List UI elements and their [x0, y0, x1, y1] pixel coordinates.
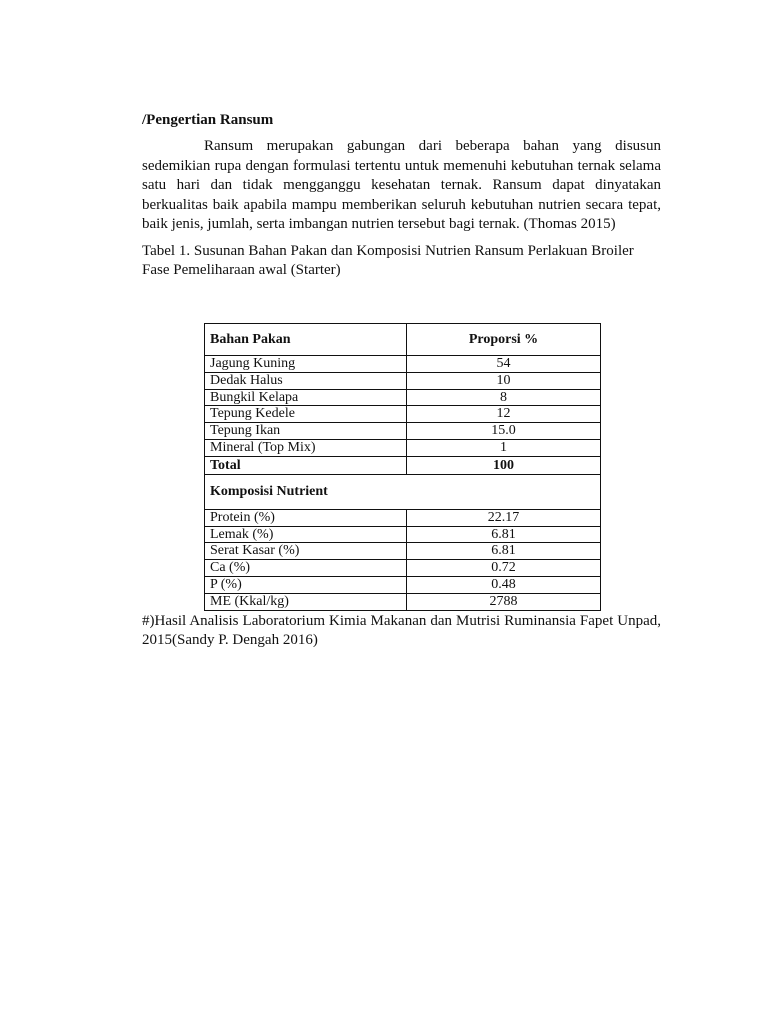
- ingredient-name: Tepung Ikan: [205, 423, 407, 440]
- table-row: [205, 372, 601, 389]
- ingredient-value: 54: [407, 356, 601, 373]
- nutrient-value: 2788: [407, 593, 601, 610]
- nutrient-value: 0.72: [407, 560, 601, 577]
- section-heading: /Pengertian Ransum: [142, 112, 274, 128]
- table-row: [205, 526, 601, 543]
- nutrient-section-label: Komposisi Nutrient: [205, 474, 601, 509]
- nutrient-name: P (%): [205, 576, 407, 593]
- table-caption: Tabel 1. Susunan Bahan Pakan dan Komposisi Nutrien Ransum Perlakuan Broiler Fase Pemeliharaan awal (Starter): [142, 243, 634, 278]
- ingredient-name: Tepung Kedele: [205, 406, 407, 423]
- ingredient-value: 8: [407, 389, 601, 406]
- composition-table: [204, 323, 601, 611]
- table-row: [205, 509, 601, 526]
- table-row: [205, 389, 601, 406]
- table-row: [205, 439, 601, 456]
- nutrient-value: 6.81: [407, 526, 601, 543]
- nutrient-value: 6.81: [407, 543, 601, 560]
- table-row: [205, 423, 601, 440]
- nutrient-value: 22.17: [407, 509, 601, 526]
- ingredient-name: Dedak Halus: [205, 372, 407, 389]
- ingredient-name: Jagung Kuning: [205, 356, 407, 373]
- nutrient-section-row: [205, 474, 601, 509]
- body-paragraph: Ransum merupakan gabungan dari beberapa bahan yang disusun sedemikian rupa dengan formulasi tertentu untuk memenuhi kebutuhan ternak selama satu hari dan tidak mengganggu kesehatan ternak. Ransum dapat dinyatakan berkualitas baik apabila mampu memberikan seluruh kebutuhan nutrien secara tepat, baik jenis, jumlah, serta imbangan nutrien tersebut bagi ternak. (Thomas 2015): [142, 138, 661, 232]
- header-proporsi: Proporsi %: [407, 324, 601, 356]
- total-value: 100: [407, 456, 601, 474]
- nutrient-value: 0.48: [407, 576, 601, 593]
- table-row: [205, 560, 601, 577]
- ingredient-value: 1: [407, 439, 601, 456]
- table-row: [205, 593, 601, 610]
- table-header-row: [205, 324, 601, 356]
- ingredient-value: 15.0: [407, 423, 601, 440]
- nutrient-name: ME (Kkal/kg): [205, 593, 407, 610]
- total-label: Total: [205, 456, 407, 474]
- header-bahan-pakan: Bahan Pakan: [205, 324, 407, 356]
- ingredient-value: 12: [407, 406, 601, 423]
- ingredient-value: 10: [407, 372, 601, 389]
- table-row: [205, 406, 601, 423]
- total-row: [205, 456, 601, 474]
- nutrient-name: Lemak (%): [205, 526, 407, 543]
- ingredient-name: Mineral (Top Mix): [205, 439, 407, 456]
- table-footnote: #)Hasil Analisis Laboratorium Kimia Makanan dan Mutrisi Ruminansia Fapet Unpad, 2015(Sandy P. Dengah 2016): [142, 613, 661, 648]
- ingredient-name: Bungkil Kelapa: [205, 389, 407, 406]
- table-row: [205, 356, 601, 373]
- nutrient-name: Serat Kasar (%): [205, 543, 407, 560]
- table-row: [205, 543, 601, 560]
- nutrient-name: Protein (%): [205, 509, 407, 526]
- table-row: [205, 576, 601, 593]
- nutrient-name: Ca (%): [205, 560, 407, 577]
